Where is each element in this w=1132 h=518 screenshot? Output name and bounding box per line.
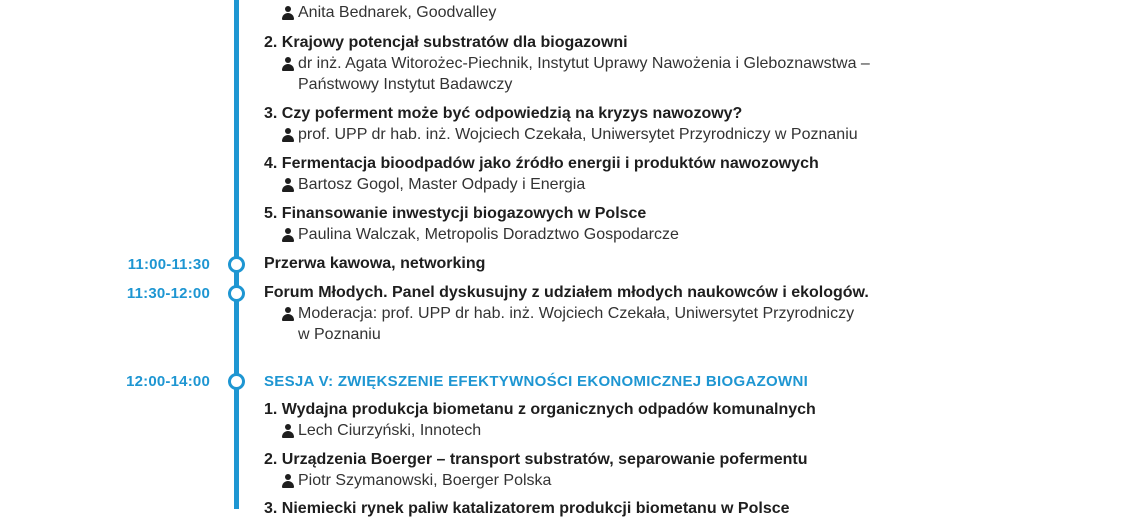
speaker-line bbox=[282, 226, 679, 244]
speaker-line bbox=[282, 472, 551, 490]
circle-dot-icon bbox=[228, 373, 245, 390]
timeline-line bbox=[234, 0, 239, 509]
agenda-item-title: 3. Czy poferment może być odpowiedzią na kryzys nawozowy? bbox=[264, 105, 743, 122]
person-icon bbox=[282, 228, 294, 242]
agenda-item-title: 2. Krajowy potencjał substratów dla biogazowni bbox=[264, 34, 628, 51]
forum-title: Forum Młodych. Panel dyskusujny z udziałem młodych naukowców i ekologów. bbox=[264, 284, 869, 301]
speaker-line bbox=[282, 176, 585, 194]
moderator-line bbox=[282, 305, 854, 323]
time-label: 12:00-14:00 bbox=[126, 373, 210, 390]
agenda-item-title: 1. Wydajna produkcja biometanu z organicznych odpadów komunalnych bbox=[264, 401, 816, 418]
time-label: 11:00-11:30 bbox=[127, 256, 210, 273]
person-icon bbox=[282, 424, 294, 438]
person-icon bbox=[282, 6, 294, 20]
agenda-item-title: 3. Niemiecki rynek paliw katalizatorem produkcji biometanu w Polsce bbox=[264, 500, 790, 517]
speaker-line bbox=[282, 55, 870, 73]
speaker-name: Paulina Walczak, Metropolis Doradztwo Gospodarcze bbox=[298, 226, 679, 243]
agenda-item-title: 4. Fermentacja bioodpadów jako źródło energii i produktów nawozowych bbox=[264, 155, 819, 172]
moderator-name-continued: w Poznaniu bbox=[298, 326, 381, 343]
moderator-name: Moderacja: prof. UPP dr hab. inż. Wojciech Czekała, Uniwersytet Przyrodniczy bbox=[298, 305, 855, 322]
person-icon bbox=[282, 57, 294, 71]
speaker-name: Piotr Szymanowski, Boerger Polska bbox=[298, 472, 552, 489]
speaker-name: dr inż. Agata Witorożec-Piechnik, Instytut Uprawy Nawożenia i Gleboznawstwa – bbox=[298, 55, 870, 72]
session-title: SESJA V: ZWIĘKSZENIE EFEKTYWNOŚCI EKONOMICZNEJ BIOGAZOWNI bbox=[264, 373, 809, 390]
circle-dot-icon bbox=[228, 256, 245, 273]
speaker-name: Bartosz Gogol, Master Odpady i Energia bbox=[298, 176, 586, 193]
speaker-name: Anita Bednarek, Goodvalley bbox=[298, 4, 497, 21]
speaker-name: prof. UPP dr hab. inż. Wojciech Czekała, Uniwersytet Przyrodniczy w Poznaniu bbox=[298, 126, 858, 143]
agenda-item-title: 2. Urządzenia Boerger – transport substratów, separowanie pofermentu bbox=[264, 451, 808, 468]
speaker-line bbox=[282, 422, 481, 440]
speaker-line bbox=[282, 126, 858, 144]
circle-dot-icon bbox=[228, 285, 245, 302]
speaker-name: Lech Ciurzyński, Innotech bbox=[298, 422, 482, 439]
agenda-item-title: 5. Finansowanie inwestycji biogazowych w Polsce bbox=[264, 205, 647, 222]
time-label: 11:30-12:00 bbox=[126, 285, 210, 302]
person-icon bbox=[282, 474, 294, 488]
speaker-name-continued: Państwowy Instytut Badawczy bbox=[298, 76, 513, 93]
break-title: Przerwa kawowa, networking bbox=[264, 255, 486, 272]
speaker-line bbox=[282, 4, 496, 22]
person-icon bbox=[282, 128, 294, 142]
person-icon bbox=[282, 307, 294, 321]
person-icon bbox=[282, 178, 294, 192]
